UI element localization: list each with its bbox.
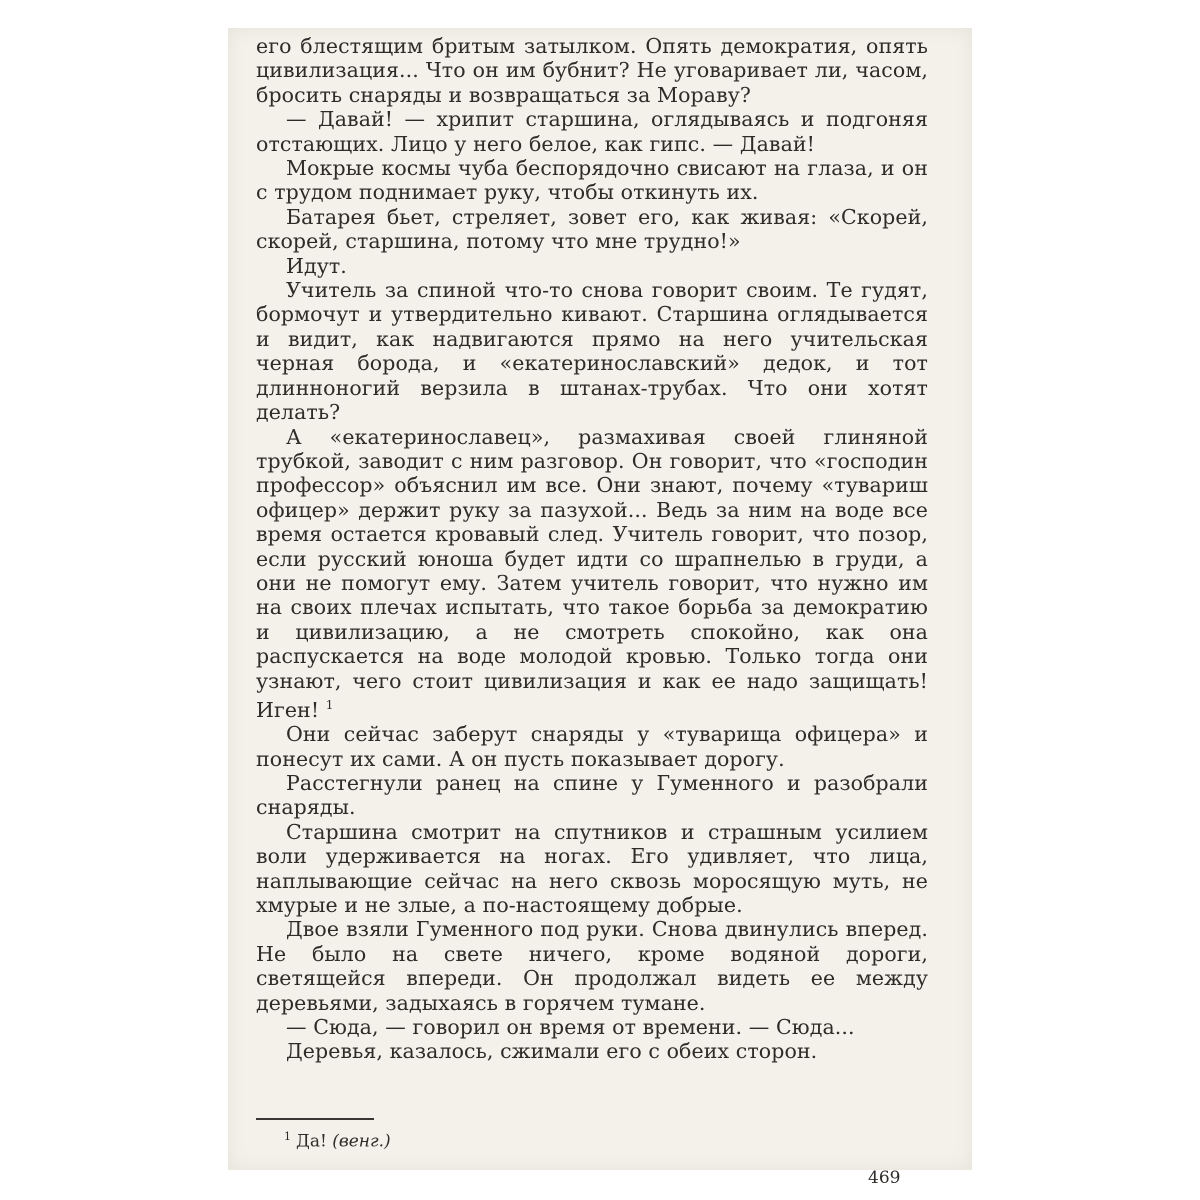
- footnote-divider: [256, 1118, 374, 1120]
- paragraph-12: — Сюда, — говорил он время от времени. — Сюда...: [286, 1015, 855, 1040]
- paragraph-13: Деревья, казалось, сжимали его с обеих сторон.: [286, 1039, 818, 1064]
- paragraph-3: Мокрые космы чуба беспорядочно свисают на глаза, и он с трудом поднимает руку, чтобы откинуть их.: [256, 156, 928, 205]
- paragraph-8: Они сейчас заберут снаряды у «туварища офицера» и понесут их сами. А он пусть показывает дорогу.: [256, 722, 928, 771]
- footnote-lang: (венг.): [332, 1131, 391, 1152]
- paragraph-4: Батарея бьет, стреляет, зовет его, как живая: «Скорей, скорей, старшина, потому что мне трудно!»: [256, 204, 928, 254]
- paragraph-6: Учитель за спиной что-то снова говорит своим. Те гудят, бормочут и утвердительно кивают. Старшина оглядывается и видит, как надвигаются прямо на него учительская черная борода, и «екатеринославский» дедок, и тот длинноногий верзила в штанах-трубах. Что они хотят делать?: [256, 278, 928, 425]
- paragraph-11: Двое взяли Гуменного под руки. Снова двинулись вперед. Не было на свете ничего, кроме водяной дороги, светящейся впереди. Он продолжал видеть ее между деревьями, задыхаясь в горячем тумане.: [256, 917, 928, 1015]
- footnote-reference: 1: [325, 697, 334, 712]
- footnote: [284, 1130, 391, 1152]
- paragraph-2: — Давай! — хрипит старшина, оглядываясь и подгоняя отстающих. Лицо у него белое, как гипс. — Давай!: [256, 107, 928, 156]
- book-page: [228, 28, 972, 1188]
- paragraph-7-text: А «екатеринославец», размахивая своей глиняной трубкой, заводит с ним разговор. Он говорит, что «господин профессор» объяснил им все. Они знают, почему «тувариш офицер» держит руку за пазухой... Ведь за ним на воде все время остается кровавый след. Учитель говорит, что позор, если русский юноша будет идти со шрапнелью в груди, а они не помогут ему. Затем учитель говорит, что нужно им на своих плечах испытать, что такое борьба за демократию и цивилизацию, а не смотреть спокойно, как она распускается на воде молодой кровью. Только тогда они узнают, чего стоит цивилизация и как ее надо защищать! Иген!: [256, 424, 928, 722]
- footnote-text: Да!: [296, 1131, 327, 1152]
- paragraph-10: Старшина смотрит на спутников и страшным усилием воли удерживается на ногах. Его удивляет, что лица, наплывающие сейчас на него сквозь моросящую муть, не хмурые и не злые, а по-настоящему добрые.: [256, 819, 928, 918]
- paragraph-5: Идут.: [286, 253, 347, 278]
- body-text: [256, 34, 928, 1064]
- page-number: 469: [868, 1168, 901, 1188]
- paragraph-1: его блестящим бритым затылком. Опять демократия, опять цивилизация... Что он им бубнит? Не уговаривает ли, часом, бросить снаряды и возвращаться за Мораву?: [256, 34, 928, 107]
- footnote-mark: 1: [284, 1130, 291, 1143]
- paragraph-7: [256, 425, 928, 723]
- paragraph-9: Расстегнули ранец на спине у Гуменного и разобрали снаряды.: [256, 771, 928, 820]
